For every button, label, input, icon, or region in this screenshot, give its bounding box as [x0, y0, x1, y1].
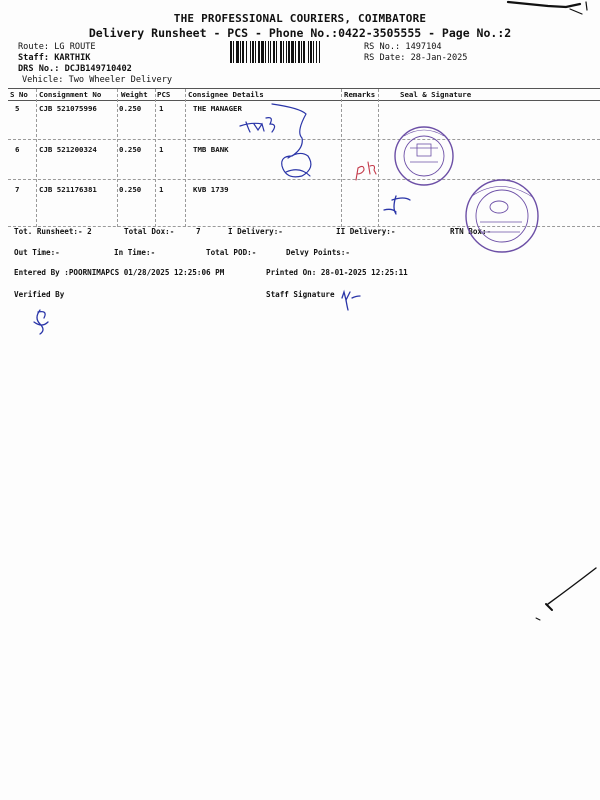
verifier-initials-mark — [34, 310, 48, 334]
pen-stroke-mark — [536, 568, 596, 620]
table-row-consignee: THE MANAGER — [193, 104, 242, 113]
vehicle-label: Vehicle: Two Wheeler Delivery — [22, 75, 173, 85]
table-row-consignee: KVB 1739 — [193, 185, 229, 194]
total-pod-label: Total POD:- — [206, 248, 257, 257]
total-dox-label: Total Dox:- — [124, 227, 175, 236]
drs-number: DRS No.: DCJB149710402 — [18, 64, 132, 74]
consignee-signature-mark — [240, 104, 311, 177]
table-row-sno: 7 — [15, 185, 20, 194]
table-row-sno: 5 — [15, 104, 20, 113]
table-row-weight: 0.250 — [119, 145, 142, 154]
i-delivery-label: I Delivery:- — [228, 227, 283, 236]
table-row-consignee: TMB BANK — [193, 145, 229, 154]
table-row-pcs: 1 — [159, 104, 164, 113]
tick-mark — [384, 196, 410, 214]
col-remarks: Remarks — [344, 90, 376, 99]
rtn-box-label: RTN Box:- — [450, 227, 492, 236]
table-row-consignment: CJB 521075996 — [39, 104, 97, 113]
col-consignment: Consignment No — [39, 90, 102, 99]
rs-number: RS No.: 1497104 — [364, 42, 442, 52]
remarks-mark — [356, 162, 376, 180]
branch-seal-stamp — [466, 180, 538, 252]
verified-by-label: Verified By — [14, 290, 65, 299]
rs-date: RS Date: 28-Jan-2025 — [364, 53, 468, 63]
in-time-label: In Time:- — [114, 248, 156, 257]
col-seal-signature: Seal & Signature — [400, 90, 472, 99]
delivery-points-label: Delvy Points:- — [286, 248, 351, 257]
printed-on: Printed On: 28-01-2025 12:25:11 — [266, 268, 408, 277]
total-runsheet: Tot. Runsheet:- 2 — [14, 227, 92, 236]
entered-by: Entered By :POORNIMAPCS 01/28/2025 12:25:06 PM — [14, 268, 225, 277]
table-row-consignment: CJB 521200324 — [39, 145, 97, 154]
company-title: THE PROFESSIONAL COURIERS, COIMBATORE — [173, 12, 427, 25]
col-pcs: PCS — [157, 90, 171, 99]
col-weight: Weight — [121, 90, 148, 99]
total-dox-value: 7 — [196, 227, 201, 236]
table-row-weight: 0.250 — [119, 185, 142, 194]
out-time-label: Out Time:- — [14, 248, 60, 257]
staff-signature-label: Staff Signature — [266, 290, 335, 299]
col-consignee: Consignee Details — [188, 90, 264, 99]
table-row-pcs: 1 — [159, 185, 164, 194]
staff-label: Staff: KARTHIK — [18, 53, 91, 63]
col-sno: S No — [10, 90, 28, 99]
runsheet-subtitle: Delivery Runsheet - PCS - Phone No.:0422-3505555 - Page No.:2 — [88, 26, 512, 40]
bank-seal-stamp — [395, 127, 453, 185]
corner-scribble-mark — [508, 2, 587, 14]
staff-signature-mark — [342, 292, 360, 310]
ii-delivery-label: II Delivery:- — [336, 227, 396, 236]
table-row-pcs: 1 — [159, 145, 164, 154]
table-row-sno: 6 — [15, 145, 20, 154]
table-row-weight: 0.250 — [119, 104, 142, 113]
table-row-consignment: CJB 521176381 — [39, 185, 97, 194]
route-label: Route: LG ROUTE — [18, 42, 96, 52]
